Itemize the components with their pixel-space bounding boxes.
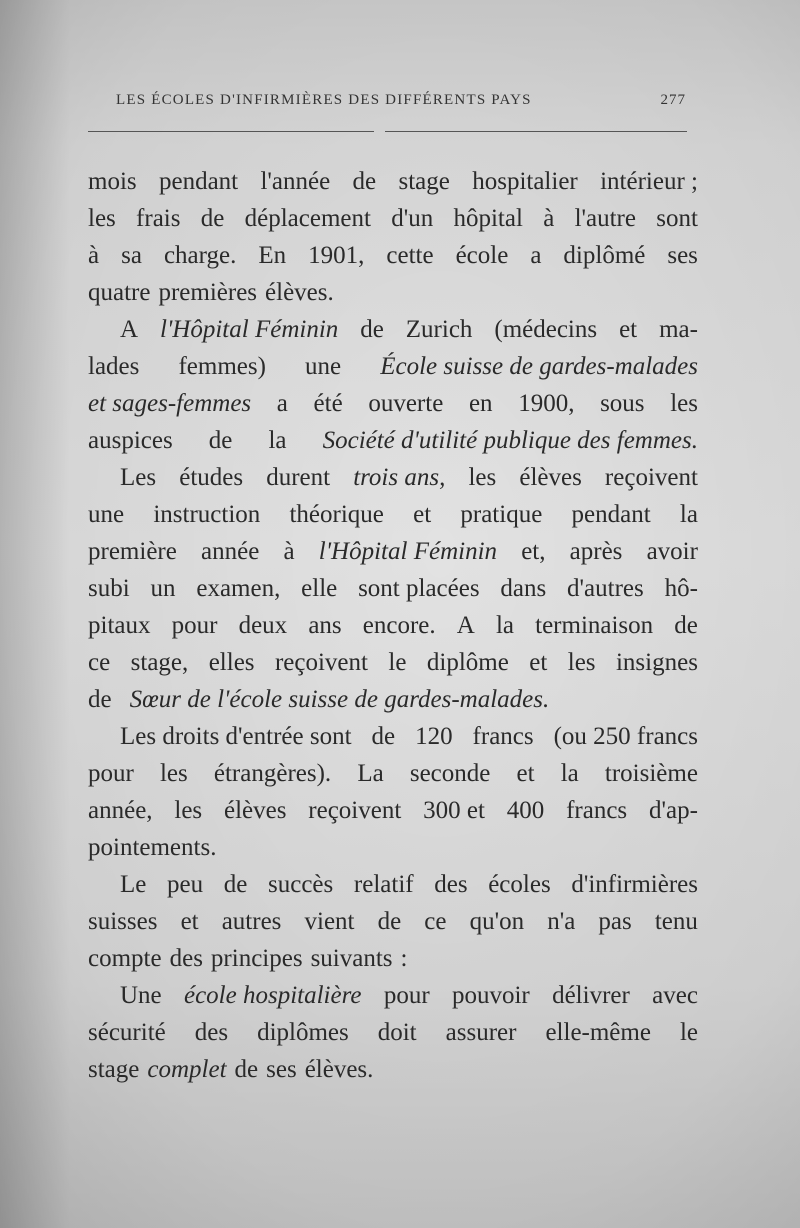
- word: et: [619, 316, 638, 343]
- word: ce: [424, 908, 447, 935]
- word: subi: [88, 575, 130, 602]
- word: et: [413, 501, 432, 528]
- word: pointements.: [88, 834, 217, 861]
- text-line: [88, 570, 698, 607]
- word: les: [174, 797, 203, 824]
- word: dans: [500, 575, 547, 602]
- running-title: LES ÉCOLES D'INFIRMIÈRES DES DIFFÉRENTS PAYS: [116, 92, 532, 108]
- word: de: [674, 612, 698, 639]
- word: à: [88, 242, 100, 269]
- word: pour: [88, 760, 134, 787]
- word: 400: [506, 797, 545, 824]
- word: succès: [268, 871, 334, 898]
- text-line: [88, 681, 698, 718]
- word: élèves.: [304, 1056, 374, 1083]
- word: pouvoir: [451, 982, 530, 1009]
- italic-word: École suisse de gardes-malades: [380, 353, 698, 380]
- word: cette: [386, 242, 434, 269]
- word: après: [569, 538, 623, 565]
- text-line: [88, 237, 698, 274]
- paragraph-start: [88, 977, 698, 1014]
- word: de: [88, 686, 112, 713]
- word: (médecins: [494, 316, 598, 343]
- word: stage: [88, 1056, 140, 1083]
- word: année,: [88, 797, 153, 824]
- word: les: [670, 390, 698, 417]
- word: reçoivent: [274, 649, 368, 676]
- word: Les: [120, 464, 157, 491]
- word: francs: [566, 797, 628, 824]
- word: pendant: [158, 168, 239, 195]
- word: premières: [158, 279, 258, 306]
- word: la: [679, 501, 698, 528]
- word: suivants: [310, 945, 393, 972]
- word: l'autre: [574, 205, 636, 232]
- word: diplômé: [563, 242, 646, 269]
- word: stage,: [130, 649, 189, 676]
- word: ans: [308, 612, 342, 639]
- word: auspices: [88, 427, 173, 454]
- word: instruction: [153, 501, 261, 528]
- word: deux: [238, 612, 288, 639]
- word: hô-: [664, 575, 698, 602]
- word: pas: [598, 908, 632, 935]
- word: diplômes: [257, 1019, 349, 1046]
- word: quatre: [88, 279, 151, 306]
- text-line: [88, 1051, 698, 1088]
- word: elles: [208, 649, 255, 676]
- word: pratique: [460, 501, 543, 528]
- word: En: [258, 242, 287, 269]
- word: A: [456, 612, 475, 639]
- text-line: [88, 755, 698, 792]
- word: élèves: [223, 797, 287, 824]
- text-line: [88, 348, 698, 385]
- word: sont placées: [358, 575, 480, 602]
- paragraph-start: [88, 311, 698, 348]
- word: la: [560, 760, 579, 787]
- word: le: [679, 1019, 698, 1046]
- word: de: [234, 1056, 259, 1083]
- word: Une: [120, 982, 162, 1009]
- word: avoir: [646, 538, 698, 565]
- word: a: [530, 242, 542, 269]
- text-line: [88, 385, 698, 422]
- header-rule-left: [88, 131, 374, 132]
- italic-word: l'Hôpital Féminin: [160, 316, 339, 343]
- word: :: [400, 945, 408, 972]
- word: seconde: [409, 760, 491, 787]
- word: avec: [652, 982, 698, 1009]
- word: terminaison: [535, 612, 654, 639]
- word: première: [88, 538, 177, 565]
- text-line: [88, 274, 698, 311]
- word: le: [388, 649, 407, 676]
- paragraph-start: [88, 866, 698, 903]
- word: hospitalier: [472, 168, 578, 195]
- word: une: [88, 501, 125, 528]
- word: suisses: [88, 908, 158, 935]
- italic-word: école hospitalière: [183, 982, 362, 1009]
- word: d'un: [391, 205, 434, 232]
- word: les: [567, 649, 596, 676]
- word: reçoivent: [308, 797, 402, 824]
- word: les: [159, 760, 188, 787]
- text-line: [88, 607, 698, 644]
- page-edge-shadow: [0, 0, 70, 1228]
- word: autres: [221, 908, 282, 935]
- text-line: [88, 496, 698, 533]
- word: intérieur ;: [600, 168, 698, 195]
- word: de: [377, 908, 402, 935]
- word: de: [223, 871, 248, 898]
- word: année: [201, 538, 260, 565]
- word: principes: [210, 945, 303, 972]
- word: ma-: [659, 316, 698, 343]
- word: reçoivent: [604, 464, 698, 491]
- word: encore.: [362, 612, 436, 639]
- word: ses: [667, 242, 698, 269]
- italic-word: l'Hôpital Féminin: [318, 538, 498, 565]
- text-line: [88, 163, 698, 200]
- header-rule-right: [385, 131, 687, 132]
- word: elle-même: [545, 1019, 651, 1046]
- word: étrangères).: [213, 760, 332, 787]
- word: francs: [472, 723, 534, 750]
- word: assurer: [445, 1019, 517, 1046]
- word: sécurité: [88, 1019, 166, 1046]
- word: écoles: [488, 871, 551, 898]
- word: frais: [136, 205, 181, 232]
- word: de: [360, 316, 384, 343]
- word: (ou 250 francs: [553, 723, 698, 750]
- word: pour: [171, 612, 218, 639]
- word: ouverte: [368, 390, 444, 417]
- word: de: [208, 427, 233, 454]
- word: élèves.: [265, 279, 334, 306]
- word: les: [88, 205, 116, 232]
- word: vient: [304, 908, 355, 935]
- word: déplacement: [244, 205, 371, 232]
- italic-word: Société d'utilité publique des femmes.: [322, 427, 698, 454]
- word: stage: [398, 168, 450, 195]
- word: relatif: [353, 871, 414, 898]
- word: de: [352, 168, 377, 195]
- paragraph-start: [88, 718, 698, 755]
- word: Les droits d'entrée sont: [120, 723, 352, 750]
- word: une: [305, 353, 342, 380]
- word: d'ap-: [648, 797, 698, 824]
- italic-word: trois ans,: [353, 464, 446, 491]
- word: la: [495, 612, 514, 639]
- word: La: [357, 760, 384, 787]
- word: et: [516, 760, 535, 787]
- running-header: [108, 92, 688, 120]
- word: femmes): [178, 353, 266, 380]
- word: élèves: [519, 464, 582, 491]
- word: 1901,: [308, 242, 365, 269]
- word: et: [180, 908, 199, 935]
- word: A: [120, 316, 139, 343]
- word: lades: [88, 353, 140, 380]
- word: un: [150, 575, 176, 602]
- text-line: [88, 829, 698, 866]
- word: insignes: [615, 649, 698, 676]
- text-line: [88, 533, 698, 570]
- text-line: [88, 422, 698, 459]
- word: elle: [301, 575, 338, 602]
- word: en: [468, 390, 493, 417]
- word: 300 et: [423, 797, 485, 824]
- text-line: [88, 200, 698, 237]
- word: doit: [377, 1019, 417, 1046]
- word: sont: [656, 205, 698, 232]
- word: qu'on: [469, 908, 525, 935]
- text-line: [88, 940, 698, 977]
- page-number: 277: [660, 92, 686, 108]
- word: mois: [88, 168, 137, 195]
- word: et: [529, 649, 548, 676]
- word: d'autres: [567, 575, 644, 602]
- text-line: [88, 792, 698, 829]
- word: pendant: [571, 501, 651, 528]
- word: des: [194, 1019, 229, 1046]
- word: examen,: [196, 575, 281, 602]
- word: école: [455, 242, 509, 269]
- word: été: [313, 390, 343, 417]
- word: Zurich: [405, 316, 473, 343]
- word: Le: [120, 871, 147, 898]
- word: diplôme: [426, 649, 509, 676]
- word: études: [179, 464, 244, 491]
- word: sa: [121, 242, 142, 269]
- word: à: [283, 538, 295, 565]
- italic-word: et sages-femmes: [88, 390, 252, 417]
- word: la: [268, 427, 287, 454]
- word: des: [169, 945, 203, 972]
- word: peu: [167, 871, 204, 898]
- word: pitaux: [88, 612, 151, 639]
- word: des: [434, 871, 468, 898]
- word: sous: [600, 390, 645, 417]
- text-line: [88, 903, 698, 940]
- italic-word: complet: [147, 1056, 227, 1083]
- word: ses: [266, 1056, 297, 1083]
- word: 1900,: [518, 390, 575, 417]
- word: pour: [383, 982, 430, 1009]
- word: tenu: [654, 908, 698, 935]
- word: théorique: [289, 501, 384, 528]
- italic-word: Sœur de l'école suisse de gardes-malades.: [129, 686, 550, 713]
- word: de: [371, 723, 396, 750]
- word: troisième: [604, 760, 698, 787]
- word: à: [543, 205, 555, 232]
- word: les: [468, 464, 497, 491]
- word: hôpital: [453, 205, 523, 232]
- word: charge.: [163, 242, 237, 269]
- text-line: [88, 644, 698, 681]
- paragraph-start: [88, 459, 698, 496]
- word: d'infirmières: [571, 871, 698, 898]
- word: durent: [266, 464, 331, 491]
- word: l'année: [260, 168, 331, 195]
- body-text: [88, 163, 698, 1088]
- word: de: [200, 205, 225, 232]
- text-line: [88, 1014, 698, 1051]
- word: n'a: [547, 908, 576, 935]
- word: compte: [88, 945, 162, 972]
- word: et,: [521, 538, 546, 565]
- word: a: [276, 390, 288, 417]
- word: délivrer: [552, 982, 630, 1009]
- word: 120: [415, 723, 453, 750]
- word: ce: [88, 649, 111, 676]
